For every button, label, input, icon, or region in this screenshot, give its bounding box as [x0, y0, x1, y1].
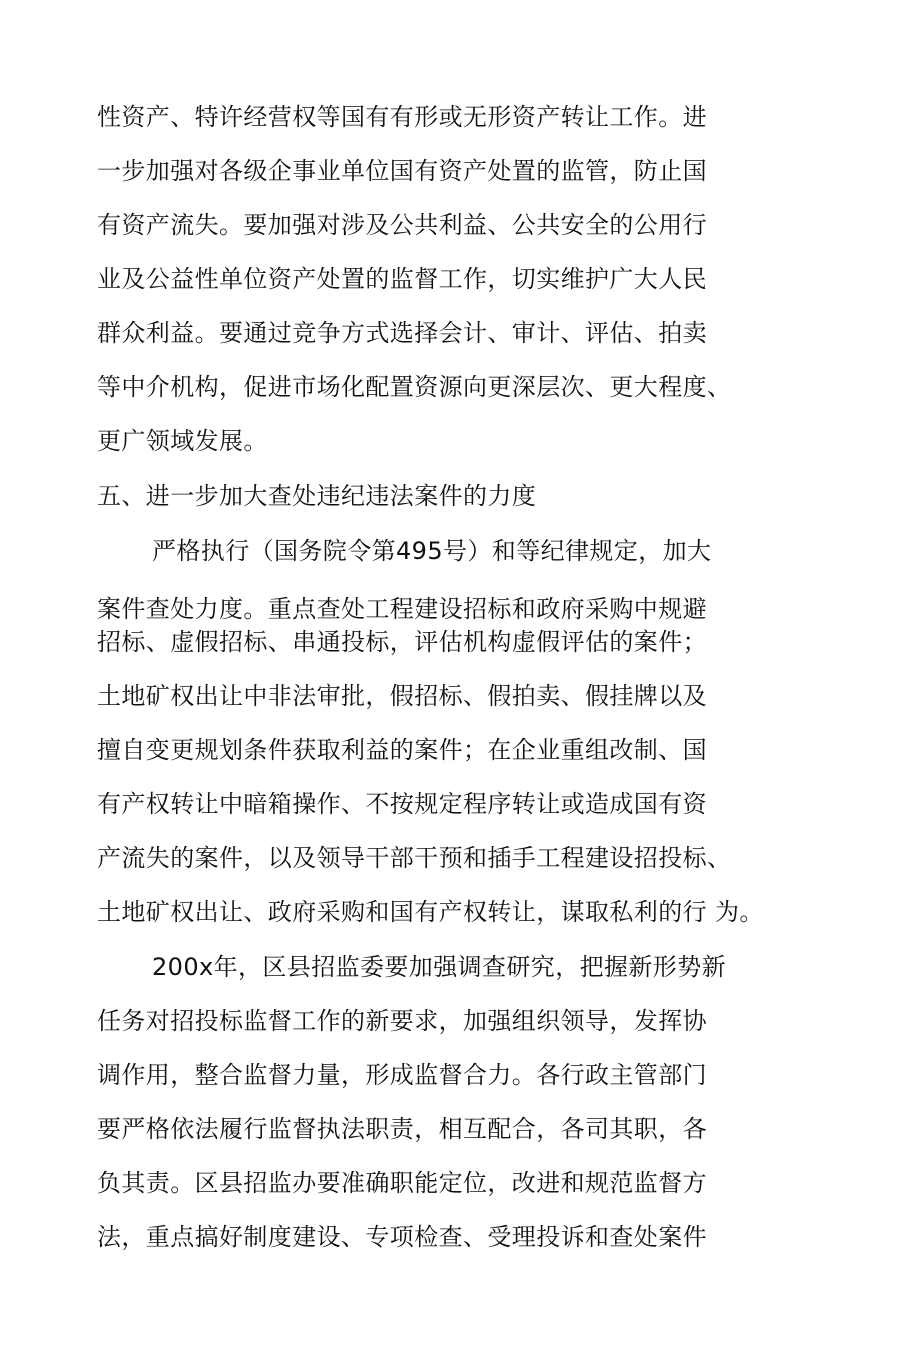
paragraph-line: 200x年，区县招监委要加强调查研究，把握新形势新: [152, 953, 727, 981]
paragraph-line: 有产权转让中暗箱操作、不按规定程序转让或造成国有资: [97, 790, 707, 818]
paragraph-line: 要严格依法履行监督执法职责，相互配合，各司其职，各: [97, 1115, 707, 1143]
paragraph-line: 负其责。区县招监办要准确职能定位，改进和规范监督方: [97, 1169, 707, 1197]
paragraph-line: 案件查处力度。重点查处工程建设招标和政府采购中规避: [97, 595, 707, 623]
paragraph-line: 法，重点搞好制度建设、专项检查、受理投诉和查处案件: [97, 1223, 707, 1251]
paragraph-line: 招标、虚假招标、串通投标，评估机构虚假评估的案件；: [97, 628, 707, 656]
paragraph-line: 擅自变更规划条件获取利益的案件；在企业重组改制、国: [97, 736, 707, 764]
section-heading: 五、进一步加大查处违纪违法案件的力度: [97, 482, 537, 510]
paragraph-line: 等中介机构，促进市场化配置资源向更深层次、更大程度、: [97, 373, 732, 401]
paragraph-line: 任务对招投标监督工作的新要求，加强组织领导，发挥协: [97, 1007, 707, 1035]
paragraph-line: 更广领域发展。: [97, 427, 268, 455]
paragraph-line: 严格执行（国务院令第495号）和等纪律规定，加大: [152, 537, 712, 565]
paragraph-line: 业及公益性单位资产处置的监督工作，切实维护广大人民: [97, 265, 707, 293]
paragraph-line: 有资产流失。要加强对涉及公共利益、公共安全的公用行: [97, 211, 707, 239]
paragraph-line: 调作用，整合监督力量，形成监督合力。各行政主管部门: [97, 1061, 707, 1089]
paragraph-line: 群众利益。要通过竞争方式选择会计、审计、评估、拍卖: [97, 319, 707, 347]
paragraph-line: 土地矿权出让、政府采购和国有产权转让，谋取私利的行 为。: [97, 898, 764, 926]
paragraph-line: 产流失的案件，以及领导干部干预和插手工程建设招投标、: [97, 844, 732, 872]
paragraph-line: 土地矿权出让中非法审批，假招标、假拍卖、假挂牌以及: [97, 682, 707, 710]
paragraph-line: 性资产、特许经营权等国有有形或无形资产转让工作。进: [97, 103, 707, 131]
paragraph-line: 一步加强对各级企事业单位国有资产处置的监管，防止国: [97, 157, 707, 185]
